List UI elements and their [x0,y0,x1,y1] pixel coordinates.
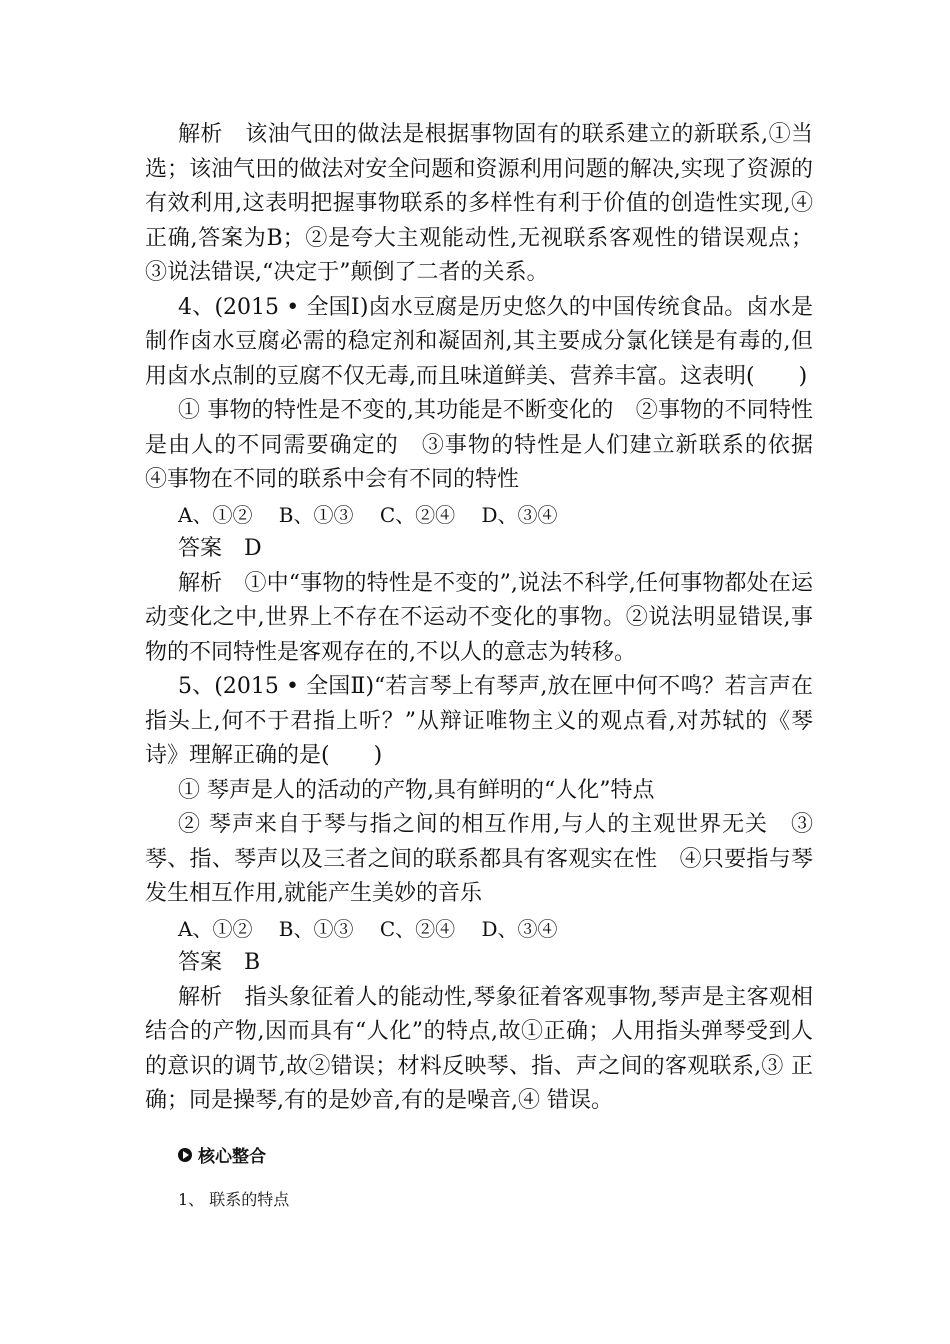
section-title: 核心整合 [198,1147,266,1167]
explanation-q3: 解析 该油气田的做法是根据事物固有的联系建立的新联系,①当选；该油气田的做法对安全问题和资源利用问题的解决,实现了资源的有效利用,这表明把握事物联系的多样性有利于价值的创造性实现,④ 正确,答案为B；②是夸大主观能动性,无视联系客观性的错误观点；③说法错误,“决定于”颠倒了二者的关系。 [145,122,813,285]
question-4-stem: 4、(2015 • 全国Ⅰ)卤水豆腐是历史悠久的中国传统食品。卤水是制作卤水豆腐必需的稳定剂和凝固剂,其主要成分氯化镁是有毒的,但用卤水点制的豆腐不仅无毒,而且味道鲜美、营养丰富。这表明( ) [145,294,813,389]
question-5-statements: ② 琴声来自于琴与指之间的相互作用,与人的主观世界无关 ③琴、指、琴声以及三者之间的联系都具有客观实在性 ④只要指与琴发生相互作用,就能产生美妙的音乐 [145,812,813,906]
question-5-options: A、①② B、①③ C、②④ D、③④ [178,916,558,941]
question-5-stem: 5、(2015 • 全国Ⅱ)“若言琴上有琴声,放在匣中何不鸣？若言声在指头上,何不于君指上听？”从辩证唯物主义的观点看,对苏轼的《琴诗》理解正确的是( ) [145,674,813,768]
question-4-options: A、①② B、①③ C、②④ D、③④ [178,502,558,527]
question-4-answer: 答案 D [178,536,262,561]
question-4-explanation: 解析 ①中“事物的特性是不变的”,说法不科学,任何事物都处在运动变化之中,世界上不存在不运动不变化的事物。②说法明显错误,事物的不同特性是客观存在的,不以人的意志为转移。 [145,570,813,665]
question-5-explanation: 解析 指头象征着人的能动性,琴象征着客观事物,琴声是主客观相结合的产物,因而具有“人化”的特点,故①正确；人用指头弹琴受到人的意识的调节,故②错误；材料反映琴、指、声之间的客观联系,③ 正确；同是操琴,有的是妙音,有的是噪音,④ 错误。 [145,984,813,1113]
document-body [145,118,836,1215]
play-circle-icon [178,1148,192,1162]
section-subheading: 1、 联系的特点 [178,1189,290,1209]
section-heading [145,1139,813,1171]
question-5-statement-1: ① 琴声是人的活动的产物,具有鲜明的“人化”特点 [178,777,655,803]
question-4-statements: ① 事物的特性是不变的,其功能是不断变化的 ②事物的不同特性是由人的不同需要确定的 ③事物的特性是人们建立新联系的依据 ④事物在不同的联系中会有不同的特性 [145,398,836,492]
question-5-answer: 答案 B [178,950,261,975]
